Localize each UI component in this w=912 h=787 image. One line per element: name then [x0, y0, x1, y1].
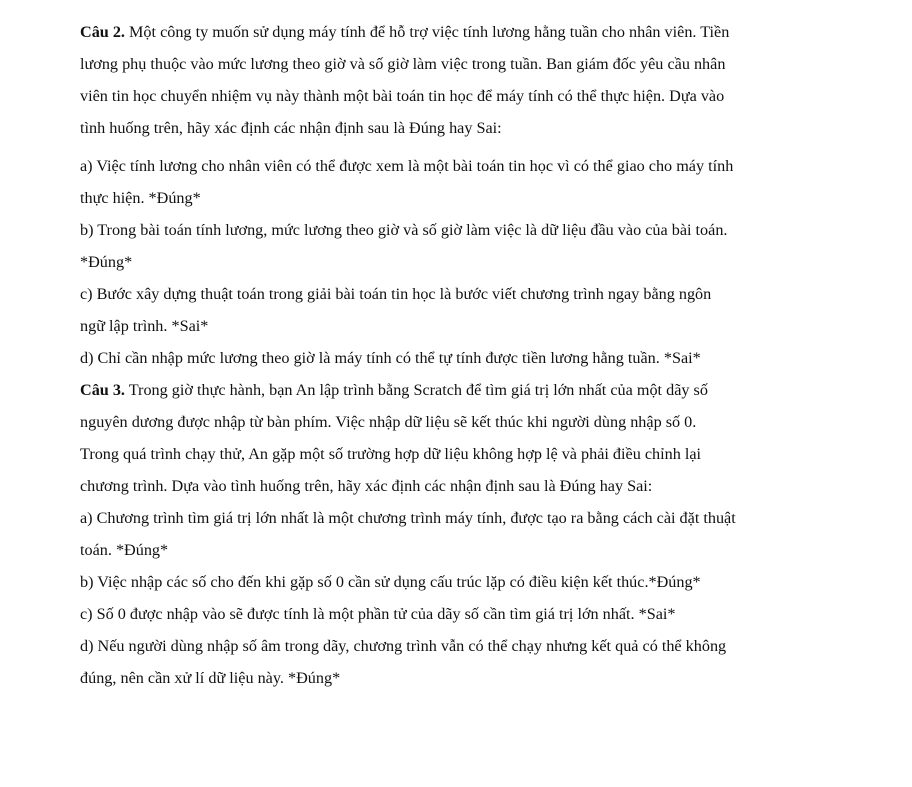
question-2-stem-line-1: Câu 2. Một công ty muốn sử dụng máy tính để hỗ trợ việc tính lương hằng tuần cho nhân viên. Tiền [80, 23, 730, 41]
question-3-stem-line-3: Trong quá trình chạy thử, An gặp một số trường hợp dữ liệu không hợp lệ và phải điều chỉnh lại [80, 445, 702, 463]
question-2-statement-c: c) Bước xây dựng thuật toán trong giải bài toán tin học là bước viết chương trình ngay bằng ngôn ngữ lập trình. *Sai* [80, 285, 712, 335]
question-2 [80, 16, 880, 374]
question-2-stem-line-4: tình huống trên, hãy xác định các nhận định sau là Đúng hay Sai: [80, 119, 502, 137]
question-3-statement-d: d) Nếu người dùng nhập số âm trong dãy, chương trình vẫn có thể chạy nhưng kết quả có thể không đúng, nên cần xử lí dữ liệu này. *Đúng* [80, 637, 727, 687]
question-2-statement-d: d) Chỉ cần nhập mức lương theo giờ là máy tính có thể tự tính được tiền lương hằng tuần. *Sai* [80, 349, 701, 367]
question-3-label: Câu 3. [80, 381, 125, 399]
question-3 [80, 374, 880, 694]
document-body [80, 16, 880, 694]
question-3-stem-line-2: nguyên dương được nhập từ bàn phím. Việc nhập dữ liệu sẽ kết thúc khi người dùng nhập số 0. [80, 413, 697, 431]
question-3-stem-line-1: Câu 3. Trong giờ thực hành, bạn An lập trình bằng Scratch để tìm giá trị lớn nhất của một dãy số [80, 381, 708, 399]
question-2-label: Câu 2. [80, 23, 125, 41]
question-3-statement-c: c) Số 0 được nhập vào sẽ được tính là một phần tử của dãy số cần tìm giá trị lớn nhất. *Sai* [80, 605, 676, 623]
question-2-stem-line-3: viên tin học chuyển nhiệm vụ này thành một bài toán tin học để máy tính có thể thực hiện. Dựa vào [80, 87, 725, 105]
question-3-statement-b: b) Việc nhập các số cho đến khi gặp số 0 cần sử dụng cấu trúc lặp có điều kiện kết thúc.*Đúng* [80, 573, 701, 591]
question-3-statement-a: a) Chương trình tìm giá trị lớn nhất là một chương trình máy tính, được tạo ra bằng cách cài đặt thuật toán. *Đúng* [80, 509, 736, 559]
question-3-stem-line-4: chương trình. Dựa vào tình huống trên, hãy xác định các nhận định sau là Đúng hay Sai: [80, 477, 653, 495]
question-2-statement-b: b) Trong bài toán tính lương, mức lương theo giờ và số giờ làm việc là dữ liệu đầu vào của bài toán. *Đúng* [80, 221, 728, 271]
question-2-stem-line-2: lương phụ thuộc vào mức lương theo giờ và số giờ làm việc trong tuần. Ban giám đốc yêu cầu nhân [80, 55, 726, 73]
question-2-statement-a: a) Việc tính lương cho nhân viên có thể được xem là một bài toán tin học vì có thể giao cho máy tính thực hiện. *Đúng* [80, 157, 734, 207]
